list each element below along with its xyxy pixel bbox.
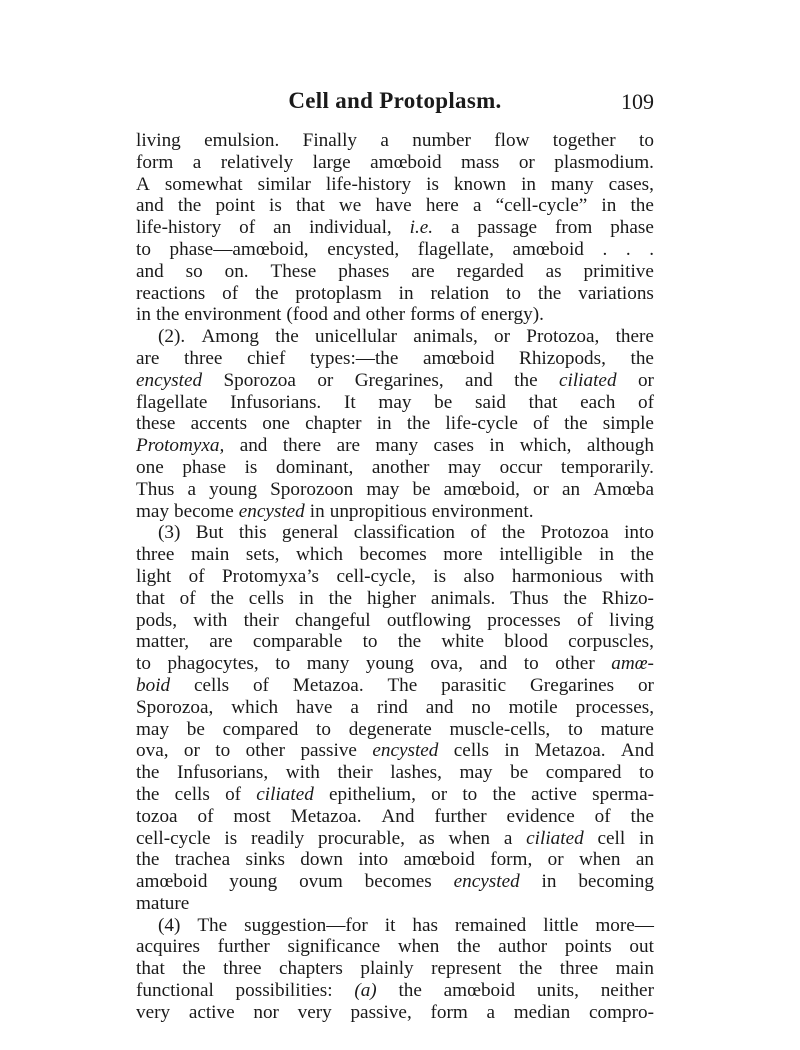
text-line: in the environment (food and other forms of energy). [136,304,544,326]
text-line: and the point is that we have here a “cell-cycle” in the [136,195,654,217]
text-line: that the three chapters plainly represent the three main [136,958,654,980]
text-line: encysted Sporozoa or Gregarines, and the ciliated or [136,369,654,391]
text-line: (2). Among the unicellular animals, or Protozoa, there [158,326,654,348]
text-line: Sporozoa, which have a rind and no motile processes, [136,696,654,718]
text-line: amœboid young ovum becomes encysted in becoming [136,871,654,893]
text-line: boid cells of Metazoa. The parasitic Gregarines or [136,674,654,696]
text-line: Protomyxa, and there are many cases in which, although [136,435,654,457]
text-line: functional possibilities: (a) the amœboid units, neither [136,980,654,1002]
text-line: Thus a young Sporozoon may be amœboid, or an Amœba [136,478,654,500]
text-line: light of Protomyxa’s cell-cycle, is also harmonious with [136,565,654,587]
text-line: and so on. These phases are regarded as primitive [136,260,654,282]
text-line: may be compared to degenerate muscle-cells, to mature [136,718,654,740]
text-line: to phagocytes, to many young ova, and to other amœ- [136,653,654,675]
text-line: ova, or to other passive encysted cells in Metazoa. And [136,740,654,762]
text-line: (3) But this general classification of the Protozoa into [158,522,654,544]
text-line: pods, with their changeful outflowing processes of living [136,609,654,631]
body-text [136,130,654,1024]
text-line: cell-cycle is readily procurable, as when a ciliated cell in [136,827,654,849]
text-line: the trachea sinks down into amœboid form, or when an [136,849,654,871]
text-line: flagellate Infusorians. It may be said that each of [136,391,654,413]
text-line: these accents one chapter in the life-cycle of the simple [136,413,654,435]
text-line: matter, are comparable to the white blood corpuscles, [136,631,654,653]
text-line: to phase—amœboid, encysted, flagellate, amœboid . . . [136,238,654,260]
text-line: mature [136,892,190,914]
text-line: living emulsion. Finally a number flow together to [136,130,654,151]
text-line: that of the cells in the higher animals. Thus the Rhizo- [136,587,654,609]
text-line: the cells of ciliated epithelium, or to the active sperma- [136,783,654,805]
text-line: life-history of an individual, i.e. a passage from phase [136,217,654,239]
page-header [136,88,654,122]
text-line: may become encysted in unpropitious environment. [136,500,534,522]
text-line: very active nor very passive, form a median compro- [136,1001,654,1023]
text-line: the Infusorians, with their lashes, may be compared to [136,762,654,784]
text-line: acquires further significance when the author points out [136,936,654,958]
text-line: three main sets, which becomes more intelligible in the [136,544,654,566]
page-number: 109 [621,89,654,114]
text-line: A somewhat similar life-history is known in many cases, [136,173,654,195]
running-title: Cell and Protoplasm. [288,88,502,113]
text-line: form a relatively large amœboid mass or plasmodium. [136,151,654,173]
text-line: tozoa of most Metazoa. And further evidence of the [136,805,654,827]
text-line: (4) The suggestion—for it has remained little more— [158,914,654,936]
text-line: are three chief types:—the amœboid Rhizopods, the [136,347,654,369]
text-line: one phase is dominant, another may occur temporarily. [136,456,654,478]
text-line: reactions of the protoplasm in relation to the variations [136,282,654,304]
